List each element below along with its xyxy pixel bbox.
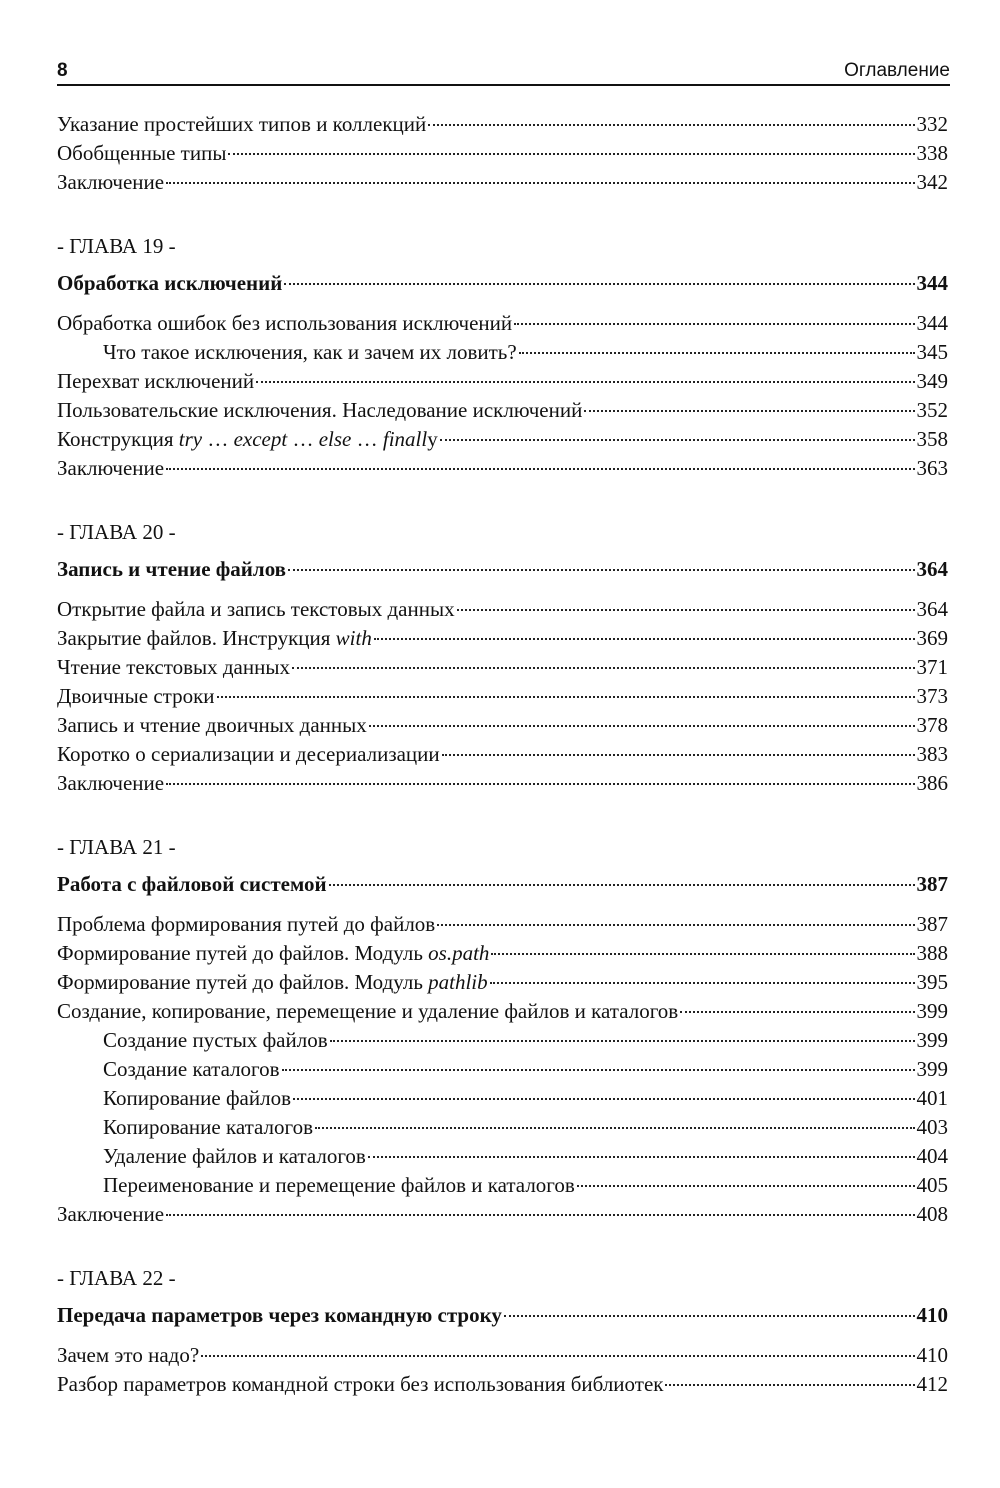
chapter-title-entry[interactable]: Работа с файловой системой 387 (57, 866, 948, 902)
toc-subentry[interactable]: Создание пустых файлов 399 (57, 1026, 948, 1055)
page-ref: 352 (916, 398, 948, 422)
toc-entry[interactable]: Проблема формирования путей до файлов 387 (57, 910, 948, 939)
page-ref: 388 (916, 941, 948, 965)
toc-entry[interactable]: Обработка ошибок без использования исключений 344 (57, 309, 948, 338)
toc-entry[interactable]: Заключение 342 (57, 168, 948, 197)
page-ref: 410 (916, 1343, 948, 1367)
leader-dots (282, 1069, 915, 1071)
leader-dots (504, 1315, 915, 1317)
toc-subentry[interactable]: Что такое исключения, как и зачем их ловить? 345 (57, 338, 948, 367)
toc-entry[interactable]: Двоичные строки 373 (57, 682, 948, 711)
page-ref: 344 (916, 311, 948, 335)
page-ref: 378 (916, 713, 948, 737)
leader-dots (330, 1040, 915, 1042)
chapter-title-entry[interactable]: Запись и чтение файлов 364 (57, 551, 948, 587)
toc-entry[interactable]: Обобщенные типы 338 (57, 139, 948, 168)
leader-dots (201, 1355, 914, 1357)
page-ref: 404 (916, 1144, 948, 1168)
toc-entry[interactable]: Зачем это надо? 410 (57, 1341, 948, 1370)
toc-entry[interactable]: Создание, копирование, перемещение и удаление файлов и каталогов 399 (57, 997, 948, 1026)
chapter-label: - ГЛАВА 21 - (57, 835, 176, 859)
page-ref: 383 (916, 742, 948, 766)
chapter-title-entry[interactable]: Передача параметров через командную строку 410 (57, 1297, 948, 1333)
leader-dots (680, 1011, 914, 1013)
leader-dots (374, 638, 915, 640)
leader-dots (288, 569, 914, 571)
page-ref: 399 (916, 999, 948, 1023)
page-ref: 338 (916, 141, 948, 165)
leader-dots (166, 1214, 914, 1216)
page-ref: 399 (916, 1028, 948, 1052)
page-ref: 363 (916, 456, 948, 480)
page-ref: 358 (916, 427, 948, 451)
toc-entry[interactable]: Указание простейших типов и коллекций 332 (57, 110, 948, 139)
leader-dots (166, 468, 914, 470)
page-ref: 387 (916, 872, 948, 896)
page-ref: 395 (916, 970, 948, 994)
leader-dots (491, 953, 914, 955)
section-title: Оглавление (844, 60, 950, 81)
leader-dots (428, 124, 914, 126)
page-ref: 387 (916, 912, 948, 936)
toc-subentry[interactable]: Удаление файлов и каталогов 404 (57, 1142, 948, 1171)
leader-dots (256, 381, 914, 383)
toc-entry[interactable]: Закрытие файлов. Инструкция with 369 (57, 624, 948, 653)
leader-dots (315, 1127, 914, 1129)
toc-entry[interactable]: Формирование путей до файлов. Модуль pathlib 395 (57, 968, 948, 997)
toc-entry[interactable]: Заключение 408 (57, 1200, 948, 1229)
leader-dots (514, 323, 914, 325)
leader-dots (166, 783, 914, 785)
page-ref: 373 (916, 684, 948, 708)
page-ref: 401 (916, 1086, 948, 1110)
page-ref: 399 (916, 1057, 948, 1081)
toc-entry[interactable]: Формирование путей до файлов. Модуль os.path 388 (57, 939, 948, 968)
toc-entry[interactable]: Заключение 363 (57, 454, 948, 483)
page-ref: 364 (916, 557, 948, 581)
page-ref: 412 (916, 1372, 948, 1396)
leader-dots (584, 410, 914, 412)
page-ref: 342 (916, 170, 948, 194)
page-ref: 403 (916, 1115, 948, 1139)
leader-dots (292, 667, 915, 669)
leader-dots (228, 153, 914, 155)
page-ref: 369 (916, 626, 948, 650)
toc-subentry[interactable]: Создание каталогов 399 (57, 1055, 948, 1084)
leader-dots (166, 182, 914, 184)
toc-subentry[interactable]: Копирование каталогов 403 (57, 1113, 948, 1142)
toc-entry[interactable]: Запись и чтение двоичных данных 378 (57, 711, 948, 740)
toc-entry[interactable]: Разбор параметров командной строки без использования библиотек 412 (57, 1370, 948, 1399)
toc-entry[interactable]: Конструкция try … except … else … finally 358 (57, 425, 948, 454)
page-ref: 332 (916, 112, 948, 136)
leader-dots (440, 439, 915, 441)
page-ref: 410 (916, 1303, 948, 1327)
leader-dots (329, 884, 915, 886)
toc-entry[interactable]: Перехват исключений 349 (57, 367, 948, 396)
toc-entry[interactable]: Коротко о сериализации и десериализации 383 (57, 740, 948, 769)
page-ref: 405 (916, 1173, 948, 1197)
chapter-label: - ГЛАВА 22 - (57, 1266, 176, 1290)
page-ref: 349 (916, 369, 948, 393)
page-ref: 364 (916, 597, 948, 621)
page-ref: 344 (916, 271, 948, 295)
page-ref: 345 (916, 340, 948, 364)
table-of-contents (57, 110, 948, 1399)
page-ref: 371 (916, 655, 948, 679)
leader-dots (665, 1384, 914, 1386)
toc-subentry[interactable]: Копирование файлов 401 (57, 1084, 948, 1113)
chapter-title-entry[interactable]: Обработка исключений 344 (57, 265, 948, 301)
toc-entry[interactable]: Заключение 386 (57, 769, 948, 798)
chapter-label: - ГЛАВА 19 - (57, 234, 176, 258)
leader-dots (284, 283, 914, 285)
toc-entry[interactable]: Открытие файла и запись текстовых данных 364 (57, 595, 948, 624)
leader-dots (369, 725, 915, 727)
leader-dots (519, 352, 915, 354)
leader-dots (442, 754, 915, 756)
toc-entry[interactable]: Чтение текстовых данных 371 (57, 653, 948, 682)
leader-dots (577, 1185, 915, 1187)
leader-dots (368, 1156, 915, 1158)
leader-dots (490, 982, 915, 984)
toc-subentry[interactable]: Переименование и перемещение файлов и каталогов 405 (57, 1171, 948, 1200)
leader-dots (293, 1098, 914, 1100)
page-ref: 408 (916, 1202, 948, 1226)
page-number: 8 (57, 60, 68, 81)
chapter-label: - ГЛАВА 20 - (57, 520, 176, 544)
page-ref: 386 (916, 771, 948, 795)
leader-dots (457, 609, 915, 611)
leader-dots (217, 696, 915, 698)
leader-dots (437, 924, 914, 926)
toc-entry[interactable]: Пользовательские исключения. Наследование исключений 352 (57, 396, 948, 425)
running-header (57, 58, 950, 86)
